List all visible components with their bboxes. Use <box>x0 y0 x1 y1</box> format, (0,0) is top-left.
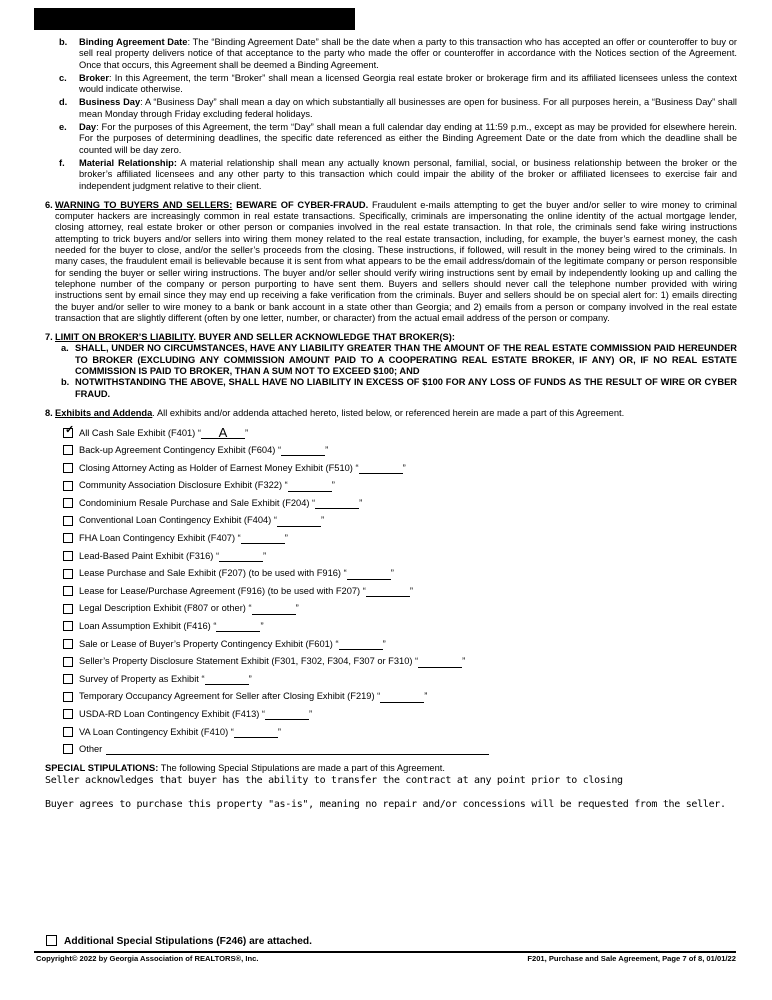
additional-stipulations-checkbox[interactable] <box>46 935 57 946</box>
exhibit-close-quote: ” <box>284 533 288 544</box>
exhibits-list <box>35 421 737 738</box>
definition-text: : For the purposes of this Agreement, the term “Day” shall mean a full calendar day ending at 11:59 p.m., except as may be provided for elsewhere herein. For the purposes of determining deadlines, the specific date referenced as either the Binding Agreement Date or the date from which the deadline shall be counted will be day zero. <box>79 122 737 155</box>
exhibit-checkbox[interactable] <box>63 657 73 667</box>
exhibit-label: USDA-RD Loan Contingency Exhibit (F413) “ <box>79 709 266 719</box>
exhibit-other-field[interactable] <box>106 744 489 755</box>
section-7-broker-liability <box>35 332 737 400</box>
exhibit-label: All Cash Sale Exhibit (F401) “ <box>79 427 201 438</box>
definition-term: Business Day <box>79 97 141 108</box>
exhibit-close-quote: ” <box>390 568 394 579</box>
exhibit-row <box>63 703 737 721</box>
exhibit-letter-field[interactable]: A <box>201 428 245 439</box>
section-8-exhibits <box>35 408 737 419</box>
definition-term: Binding Agreement Date <box>79 37 188 47</box>
definition-item <box>35 73 737 96</box>
exhibit-letter-field[interactable] <box>347 569 391 580</box>
exhibit-close-quote: ” <box>260 621 264 632</box>
exhibit-letter-field[interactable] <box>339 639 383 650</box>
exhibit-row <box>63 456 737 474</box>
exhibit-close-quote: ” <box>309 709 313 719</box>
definition-label: c. <box>59 72 67 83</box>
section-number: 6. <box>45 199 53 210</box>
redaction-bar <box>34 8 355 30</box>
exhibit-letter-field[interactable] <box>205 674 249 685</box>
exhibit-label: FHA Loan Contingency Exhibit (F407) “ <box>79 533 241 544</box>
exhibit-checkbox[interactable] <box>63 533 73 543</box>
exhibit-label: Seller’s Property Disclosure Statement Exhibit (F301, F302, F304, F307 or F310) “ <box>79 656 419 667</box>
exhibit-other-label: Other <box>79 744 103 755</box>
definition-item <box>35 97 737 120</box>
definition-text: A material relationship shall mean any actually known personal, familial, social, or business relationship between the broker or the broker’s affiliated licensees and any other party to this transaction which could impair the ability of the broker or affiliated licensees to exercise fair and independent judgment relative to their client. <box>79 157 737 191</box>
exhibit-letter-field[interactable] <box>265 709 309 720</box>
exhibit-row <box>63 509 737 527</box>
exhibit-checkbox[interactable] <box>63 744 73 754</box>
exhibit-label: Community Association Disclosure Exhibit (F322) “ <box>79 480 288 491</box>
definition-item <box>35 122 737 156</box>
exhibit-row <box>63 580 737 598</box>
definition-term: Broker <box>79 72 109 83</box>
stipulations-heading: SPECIAL STIPULATIONS: <box>45 763 159 774</box>
item-label: b. <box>61 377 70 388</box>
exhibit-letter-field[interactable] <box>216 621 260 632</box>
exhibit-checkbox[interactable] <box>63 639 73 649</box>
exhibit-row <box>63 562 737 580</box>
item-text: NOTWITHSTANDING THE ABOVE, SHALL HAVE NO LIABILITY IN EXCESS OF $100 FOR ANY LOSS OF FUNDS AS THE RESULT OF WIRE OR CYBER FRAUD. <box>75 377 737 399</box>
section-heading: WARNING TO BUYERS AND SELLERS: <box>55 199 233 210</box>
exhibit-checkbox[interactable] <box>63 569 73 579</box>
check-mark-icon: ✓ <box>65 423 75 436</box>
exhibit-checkbox[interactable] <box>63 709 73 719</box>
section-text: . All exhibits and/or addenda attached hereto, listed below, or referenced herein are made a part of this Agreement. <box>152 407 625 418</box>
definitions-list <box>35 37 737 192</box>
definition-term: Day <box>79 122 97 133</box>
exhibit-close-quote: ” <box>248 673 252 684</box>
footer-copyright: Copyright© 2022 by Georgia Association of REALTORS®, Inc. <box>36 954 259 963</box>
exhibit-letter-field[interactable] <box>234 727 278 738</box>
item-label: a. <box>61 343 69 354</box>
exhibit-letter-field[interactable] <box>380 692 424 703</box>
stipulations-intro: The following Special Stipulations are made a part of this Agreement. <box>158 763 445 774</box>
definition-label: b. <box>59 37 68 47</box>
stipulation-line: Buyer agrees to purchase this property "as-is", meaning no repair and/or concessions will be requested from the seller. <box>45 798 726 810</box>
additional-stipulations-label: Additional Special Stipulations (F246) are attached. <box>64 935 312 947</box>
exhibit-close-quote: ” <box>424 691 428 702</box>
exhibit-letter-field[interactable] <box>252 604 296 615</box>
exhibit-row <box>63 685 737 703</box>
exhibit-row <box>63 597 737 615</box>
exhibit-checkbox[interactable] <box>63 516 73 526</box>
exhibit-letter-field[interactable] <box>288 481 332 492</box>
exhibit-row <box>63 421 737 439</box>
exhibit-label: Conventional Loan Contingency Exhibit (F404) “ <box>79 515 277 526</box>
stipulation-line: Seller acknowledges that buyer has the ability to transfer the contract at any point prior to closing <box>45 774 623 786</box>
exhibit-close-quote: ” <box>295 603 299 614</box>
exhibit-checkbox[interactable] <box>63 727 73 737</box>
exhibit-close-quote: ” <box>382 638 386 649</box>
exhibit-close-quote: ” <box>402 462 406 473</box>
exhibit-close-quote: ” <box>325 445 329 456</box>
exhibit-close-quote: ” <box>244 427 249 438</box>
section-heading-bold: BEWARE OF CYBER-FRAUD. <box>232 199 369 210</box>
exhibit-close-quote: ” <box>331 480 335 491</box>
exhibit-row <box>63 527 737 545</box>
exhibit-letter-field[interactable] <box>315 498 359 509</box>
definition-item <box>35 37 737 71</box>
footer-form-id: F201, Purchase and Sale Agreement, Page 7 of 8, 01/01/22 <box>527 954 736 963</box>
exhibit-label: Closing Attorney Acting as Holder of Earnest Money Exhibit (F510) “ <box>79 462 359 473</box>
exhibit-close-quote: ” <box>462 656 466 667</box>
section-number: 7. <box>45 332 53 343</box>
section-heading-rest: . BUYER AND SELLER ACKNOWLEDGE THAT BROKER(S): <box>193 332 455 343</box>
definition-term: Material Relationship: <box>79 157 177 168</box>
exhibit-letter-field[interactable] <box>241 533 285 544</box>
exhibit-row <box>63 474 737 492</box>
definition-text: : A “Business Day” shall mean a day on which substantially all businesses are open for business. For all purposes herein, a “Business Day” shall mean Monday through Friday excluding federal holidays. <box>79 97 737 119</box>
exhibit-close-quote: ” <box>409 585 413 596</box>
exhibit-label: Legal Description Exhibit (F807 or other) “ <box>79 603 252 614</box>
exhibit-checkbox[interactable] <box>63 423 75 438</box>
exhibit-letter-field[interactable] <box>281 445 325 456</box>
exhibit-label: Loan Assumption Exhibit (F416) “ <box>79 621 217 632</box>
exhibit-letter-field[interactable] <box>277 516 321 527</box>
exhibit-checkbox[interactable] <box>63 498 73 508</box>
exhibit-row <box>63 439 737 457</box>
exhibit-label: Condominium Resale Purchase and Sale Exhibit (F204) “ <box>79 497 316 508</box>
exhibit-checkbox[interactable] <box>63 586 73 596</box>
definition-text: : The “Binding Agreement Date” shall be the date when a party to this transaction who has accepted an offer or counteroffer to buy or sell real property delivers notice of that acceptance to the party who made the offer or counteroffer in accordance with the Notices section of the Agreement. Once that occurs, this Agreement shall be deemed a Binding Agreement. <box>79 37 737 70</box>
exhibit-label: Sale or Lease of Buyer’s Property Contingency Exhibit (F601) “ <box>79 638 339 649</box>
exhibit-label: Back-up Agreement Contingency Exhibit (F604) “ <box>79 445 282 456</box>
exhibit-close-quote: ” <box>320 515 325 526</box>
exhibit-close-quote: ” <box>359 497 363 508</box>
definition-label: f. <box>59 157 65 168</box>
exhibit-row <box>63 544 737 562</box>
definition-item <box>35 158 737 192</box>
definition-label: e. <box>59 122 67 133</box>
exhibit-close-quote: ” <box>263 550 267 561</box>
exhibit-checkbox[interactable] <box>63 481 73 491</box>
exhibit-row <box>63 615 737 633</box>
exhibit-checkbox[interactable] <box>63 692 73 702</box>
footer-rule <box>34 951 736 953</box>
exhibit-letter-field[interactable] <box>359 463 403 474</box>
section-6-cyber-fraud <box>35 200 737 324</box>
exhibit-label: Temporary Occupancy Agreement for Seller after Closing Exhibit (F219) “ <box>79 691 381 702</box>
exhibit-other-row <box>35 738 737 756</box>
document-body <box>35 37 737 811</box>
exhibit-checkbox[interactable] <box>63 445 73 455</box>
additional-stipulations <box>46 935 312 947</box>
section-text: Fraudulent e-mails attempting to get the buyer and/or seller to wire money to criminal computer hackers are increasingly common in real estate transactions. Specifically, criminals are impersonating the online identity of the actual mortgage lender, closing attorney, real estate broker or other person or companies involved in the real estate transaction. In that role, the criminals send fake wiring instructions attempting to trick buyers and/or sellers into wiring them money related to the real estate transaction, including, for example, the buyer’s earnest money, the cash needed for the buyer to close, and/or the seller’s proceeds from the closing. These instructions, if followed, will result in the money being wired to the criminals. In many cases, the fraudulent email is believable because it is sent from what appears to be the email address/domain of the legitimate company or person responsible for sending the buyer or seller wiring instructions. The buyer and/or seller should verify wiring instructions sent by email by independently looking up and calling the telephone number of the company or person purporting to have sent them. Buyers and sellers should never call the telephone number provided with wiring instructions sent by email since they may end up receiving a fake verification from the criminals. Buyer and sellers should be on special alert for: 1) emails directing the buyer and/or seller to wire money to a bank or bank account in a state other than Georgia; and 2) emails from a person or company involved in the real estate transaction that are slightly different (often by one letter, number, or character) from the actual email address of the person or company. <box>55 199 737 323</box>
section-heading: Exhibits and Addenda <box>55 407 153 418</box>
exhibit-label: Lease Purchase and Sale Exhibit (F207) (to be used with F916) “ <box>79 568 347 579</box>
liability-item <box>35 343 737 377</box>
exhibit-checkbox[interactable] <box>63 604 73 614</box>
exhibit-label: Lead-Based Paint Exhibit (F316) “ <box>79 550 220 561</box>
exhibit-label: Survey of Property as Exhibit “ <box>79 673 205 684</box>
exhibit-letter-field[interactable] <box>418 657 462 668</box>
liability-item <box>35 377 737 400</box>
exhibit-checkbox[interactable] <box>63 674 73 684</box>
section-number: 8. <box>45 407 53 418</box>
footer <box>36 954 736 963</box>
exhibit-row <box>63 632 737 650</box>
exhibit-checkbox[interactable] <box>63 621 73 631</box>
exhibit-close-quote: ” <box>277 726 281 737</box>
exhibit-label: Lease for Lease/Purchase Agreement (F916) (to be used with F207) “ <box>79 585 366 596</box>
exhibit-row <box>63 720 737 738</box>
exhibit-row <box>63 492 737 510</box>
exhibit-letter-field[interactable] <box>366 586 410 597</box>
item-text: SHALL, UNDER NO CIRCUMSTANCES, HAVE ANY LIABILITY GREATER THAN THE AMOUNT OF THE REAL ESTATE COMMISSION PAID HEREUNDER TO BROKER (EXCLUDING ANY COMMISSION AMOUNT PAID TO A COOPERATING REAL ESTATE BROKER, IF ANY) OR, IF NO REAL ESTATE COMMISSION IS PAID TO BROKER, THAN A SUM NOT TO EXCEED $100; AND <box>75 343 737 377</box>
definition-text: : In this Agreement, the term “Broker” shall mean a licensed Georgia real estate broker or brokerage firm and its affiliated licensees unless the context would indicate otherwise. <box>79 72 737 95</box>
section-heading: LIMIT ON BROKER’S LIABILITY <box>55 332 194 343</box>
special-stipulations <box>35 763 737 810</box>
exhibit-letter-field[interactable] <box>219 551 263 562</box>
definition-label: d. <box>59 97 68 108</box>
exhibit-checkbox[interactable] <box>63 551 73 561</box>
exhibit-label: VA Loan Contingency Exhibit (F410) “ <box>79 726 234 737</box>
exhibit-checkbox[interactable] <box>63 463 73 473</box>
exhibit-row <box>63 668 737 686</box>
exhibit-row <box>63 650 737 668</box>
